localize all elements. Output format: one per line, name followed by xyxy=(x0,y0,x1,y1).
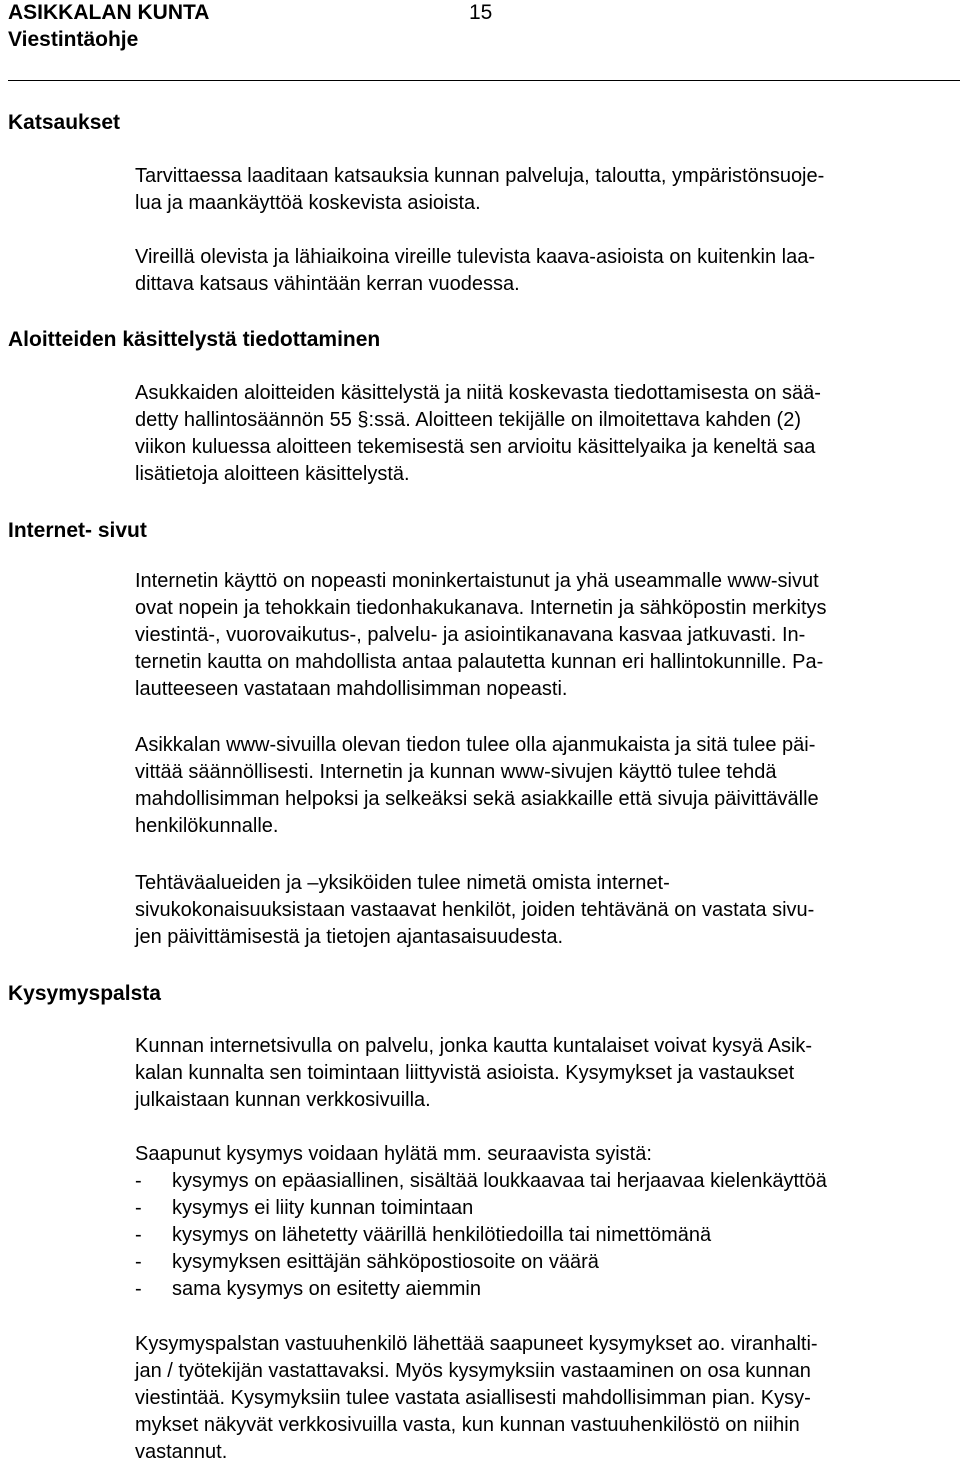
aloitteet-paragraph-1: Asukkaiden aloitteiden käsittelystä ja niitä koskevasta tiedottamisesta on sää- detty hallintosäännön 55 §:ssä. Aloitteen tekijälle on ilmoitettava kahden (2) viikon kuluessa aloitteen tekemisestä sen arvioitu käsittelyaika ja keneltä saa lisätietoja aloitteen käsittelystä. xyxy=(135,382,821,485)
heading-aloitteet: Aloitteiden käsittelystä tiedottaminen xyxy=(8,328,381,351)
page-number: 15 xyxy=(469,1,493,24)
organization-name: ASIKKALAN KUNTA xyxy=(8,1,210,24)
kysymyspalsta-closing: Kysymyspalstan vastuuhenkilö lähettää saapuneet kysymykset ao. viranhalti- jan / työtekijän vastattavaksi. Myös kysymyksiin vastaaminen on osa kunnan viestintää. Kysymyksiin tulee vastata asiallisesti mahdollisimman pian. Kysy- mykset näkyvät verkkosivuilla vasta, kun kunnan vastuuhenkilöstö on niihin vastannut. xyxy=(135,1333,818,1463)
katsaukset-paragraph-1: Tarvittaessa laaditaan katsauksia kunnan palveluja, taloutta, ympäristönsuoje- lua ja maankäyttöä koskevista asioista. xyxy=(135,165,825,214)
list-item-text: sama kysymys on esitetty aiemmin xyxy=(172,1278,481,1300)
list-item xyxy=(135,1249,827,1276)
list-dash: - xyxy=(135,1251,142,1273)
internet-paragraph-3: Tehtäväalueiden ja –yksiköiden tulee nimetä omista internet- sivukokonaisuuksistaan vastaavat henkilöt, joiden tehtävänä on vastata sivu- jen päivittämisestä ja tietojen ajantasaisuudesta. xyxy=(135,872,815,948)
list-item-text: kysymys on lähetetty väärillä henkilötiedoilla tai nimettömänä xyxy=(172,1224,712,1246)
rejection-reasons-list xyxy=(135,1168,827,1303)
list-item xyxy=(135,1276,827,1303)
heading-katsaukset: Katsaukset xyxy=(8,111,121,134)
kysymyspalsta-list-intro: Saapunut kysymys voidaan hylätä mm. seuraavista syistä: xyxy=(135,1143,652,1165)
list-item xyxy=(135,1195,827,1222)
list-dash: - xyxy=(135,1278,142,1300)
kysymyspalsta-intro: Kunnan internetsivulla on palvelu, jonka kautta kuntalaiset voivat kysyä Asik- kalan kunnalta sen toimintaan liittyvistä asioista. Kysymykset ja vastaukset julkaistaan kunnan verkkosivuilla. xyxy=(135,1035,813,1111)
header-rule xyxy=(8,80,960,81)
list-dash: - xyxy=(135,1197,142,1219)
internet-paragraph-2: Asikkalan www-sivuilla olevan tiedon tulee olla ajanmukaista ja sitä tulee päi- vittää säännöllisesti. Internetin ja kunnan www-sivujen käyttö tulee tehdä mahdollisimman helpoksi ja selkeäksi sekä asiakkaille että sivuja päivittävälle henkilökunnalle. xyxy=(135,734,819,837)
heading-internet: Internet- sivut xyxy=(8,519,147,542)
internet-paragraph-1: Internetin käyttö on nopeasti moninkertaistunut ja yhä useammalle www-sivut ovat nopein ja tehokkain tiedonhakukanava. Internetin ja sähköpostin merkitys viestintä-, vuorovaikutus-, palvelu- ja asiointikanavana kasvaa jatkuvasti. In- ternetin kautta on mahdollista antaa palautetta kunnan eri hallintokunnille. Pa- lautteeseen vastataan mahdollisimman nopeasti. xyxy=(135,570,827,700)
list-item-text: kysymyksen esittäjän sähköpostiosoite on väärä xyxy=(172,1251,599,1273)
list-item xyxy=(135,1222,827,1249)
katsaukset-paragraph-2: Vireillä olevista ja lähiaikoina vireille tulevista kaava-asioista on kuitenkin laa- dittava katsaus vähintään kerran vuodessa. xyxy=(135,246,815,295)
list-item-text: kysymys ei liity kunnan toimintaan xyxy=(172,1197,474,1219)
list-dash: - xyxy=(135,1170,142,1192)
list-item-text: kysymys on epäasiallinen, sisältää loukkaavaa tai herjaavaa kielenkäyttöä xyxy=(172,1170,827,1192)
list-item xyxy=(135,1168,827,1195)
list-dash: - xyxy=(135,1224,142,1246)
heading-kysymyspalsta: Kysymyspalsta xyxy=(8,982,161,1005)
document-title: Viestintäohje xyxy=(8,28,139,51)
